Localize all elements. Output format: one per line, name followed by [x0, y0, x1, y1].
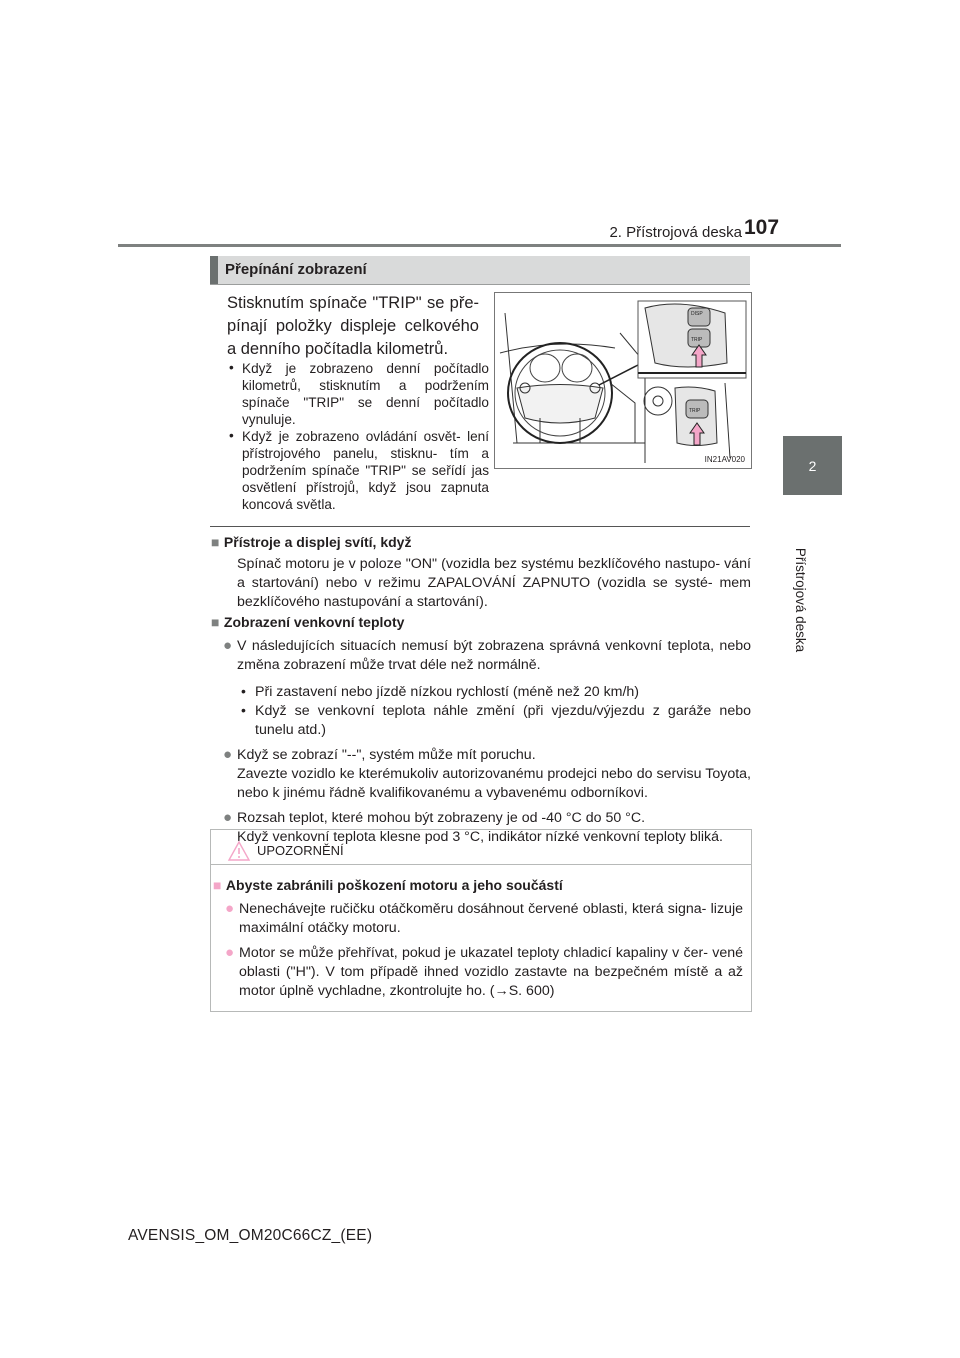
circle-bullet-icon: ●: [223, 637, 233, 654]
bullet-icon: •: [241, 702, 246, 718]
page-number: 107: [744, 216, 780, 239]
list-item: [213, 900, 743, 938]
circle-bullet-icon: ●: [225, 944, 235, 961]
note-heading: Zobrazení venkovní teploty: [223, 614, 405, 630]
note-outside-temp: [211, 614, 751, 847]
running-header-section: 2. Přístrojová deska: [609, 224, 742, 241]
document-code: AVENSIS_OM_OM20C66CZ_(EE): [128, 1227, 373, 1244]
note-heading: Přístroje a displej svítí, když: [223, 534, 412, 550]
circle-bullet-icon: ●: [223, 746, 233, 763]
lead-bullet-1: Když je zobrazeno denní počítadlo kilometrů, stisknutím a podržením spínače "TRIP" se denní počítadlo vynuluje.: [242, 361, 489, 427]
circle-bullet-icon: ●: [225, 900, 235, 917]
caution-title: UPOZORNĚNÍ: [257, 843, 344, 858]
disp-label: DISP: [691, 311, 703, 317]
steering-wheel-illustration: [494, 292, 752, 469]
temp-item-2b: Zavezte vozidlo ke kterémukoliv autorizovanému prodejci nebo do servisu Toyota, nebo k jinému řádně kvalifikovanému a vybavenému odborníkovi.: [237, 766, 751, 801]
caution-content: [213, 877, 743, 1001]
caution-item-1: Nenechávejte ručičku otáčkoměru dosáhnout červené oblasti, která signa- lizuje maximální otáčky motoru.: [239, 901, 743, 936]
caution-rule: [211, 864, 751, 865]
list-item: [229, 360, 489, 428]
caution-box: [210, 829, 752, 1012]
list-item: [211, 683, 751, 702]
title-marker: [210, 256, 218, 284]
list-item: [211, 702, 751, 740]
circle-bullet-icon: ●: [223, 809, 233, 826]
list-item: [211, 746, 751, 803]
bullet-icon: •: [241, 683, 246, 699]
list-item: [229, 428, 489, 513]
chapter-number: 2: [808, 457, 817, 474]
chapter-label: Přístrojová deska: [793, 547, 808, 653]
caution-heading: Abyste zabránili poškození motoru a jeho součástí: [225, 877, 563, 893]
header-rule: [118, 244, 841, 247]
section-divider: [210, 526, 750, 527]
temp-item-2a: Když se zobrazí "--", systém může mít poruchu.: [237, 747, 536, 763]
chapter-tab[interactable]: [783, 436, 842, 495]
note-text: Spínač motoru je v poloze "ON" (vozidla bez systému bezklíčového nastupo- vání a startování) nebo v režimu ZAPALOVÁNÍ ZAPNUTO (vozidla se systé- mem bezklíčového nastupování a startování).: [237, 556, 751, 610]
figure-code: IN21AV020: [704, 455, 745, 464]
square-bullet-icon: ■: [211, 614, 220, 630]
temp-sub-1: Při zastavení nebo jízdě nízkou rychlostí (méně než 20 km/h): [255, 684, 640, 700]
temp-item-3a: Rozsah teplot, které mohou být zobrazeny je od -40 °C do 50 °C.: [237, 810, 646, 826]
temp-sub-2: Když se venkovní teplota náhle změní (při vjezdu/výjezdu z garáže nebo tunelu atd.): [255, 703, 751, 738]
bullet-icon: •: [229, 360, 234, 375]
list-item: [211, 637, 751, 675]
lead-bullet-2: Když je zobrazeno ovládání osvět- lení přístrojového panelu, stisknu- tím a podržením spínače "TRIP" se seřídí jas osvětlení přístrojů, když jsou zapnuta koncová světla.: [242, 429, 489, 512]
square-bullet-icon: ■: [213, 877, 222, 893]
temp-item-3b: Když venkovní teplota klesne pod 3 °C, indikátor nízké venkovní teploty bliká.: [237, 829, 723, 845]
square-bullet-icon: ■: [211, 534, 220, 550]
section-title: Přepínání zobrazení: [225, 261, 367, 278]
list-item: [213, 944, 743, 1001]
note-instruments: [211, 534, 751, 612]
steering-wheel-diagram: [495, 293, 751, 468]
warning-triangle-icon: [227, 840, 251, 862]
temp-item-1: V následujících situacích nemusí být zobrazena správná venkovní teplota, nebo změna zobrazení může trvat déle než normálně.: [237, 638, 751, 673]
bullet-icon: •: [229, 428, 234, 443]
section-title-bar: [210, 256, 750, 285]
lead-paragraph: Stisknutím spínače "TRIP" se pře- pínají položky displeje celkového a denního počítadla kilometrů.: [227, 294, 479, 358]
caution-item-2: Motor se může přehřívat, pokud je ukazatel teploty chladicí kapaliny v čer- vené oblasti ("H"). V tom případě ihned vozidlo zastavte na bezpečném místě a až motor úplně vychladne, zkontrolujte ho. (→S. 600): [239, 945, 743, 999]
lead-bullet-list: [229, 360, 489, 513]
trip-label-top: TRIP: [691, 337, 703, 343]
trip-label-bottom: TRIP: [689, 408, 701, 414]
